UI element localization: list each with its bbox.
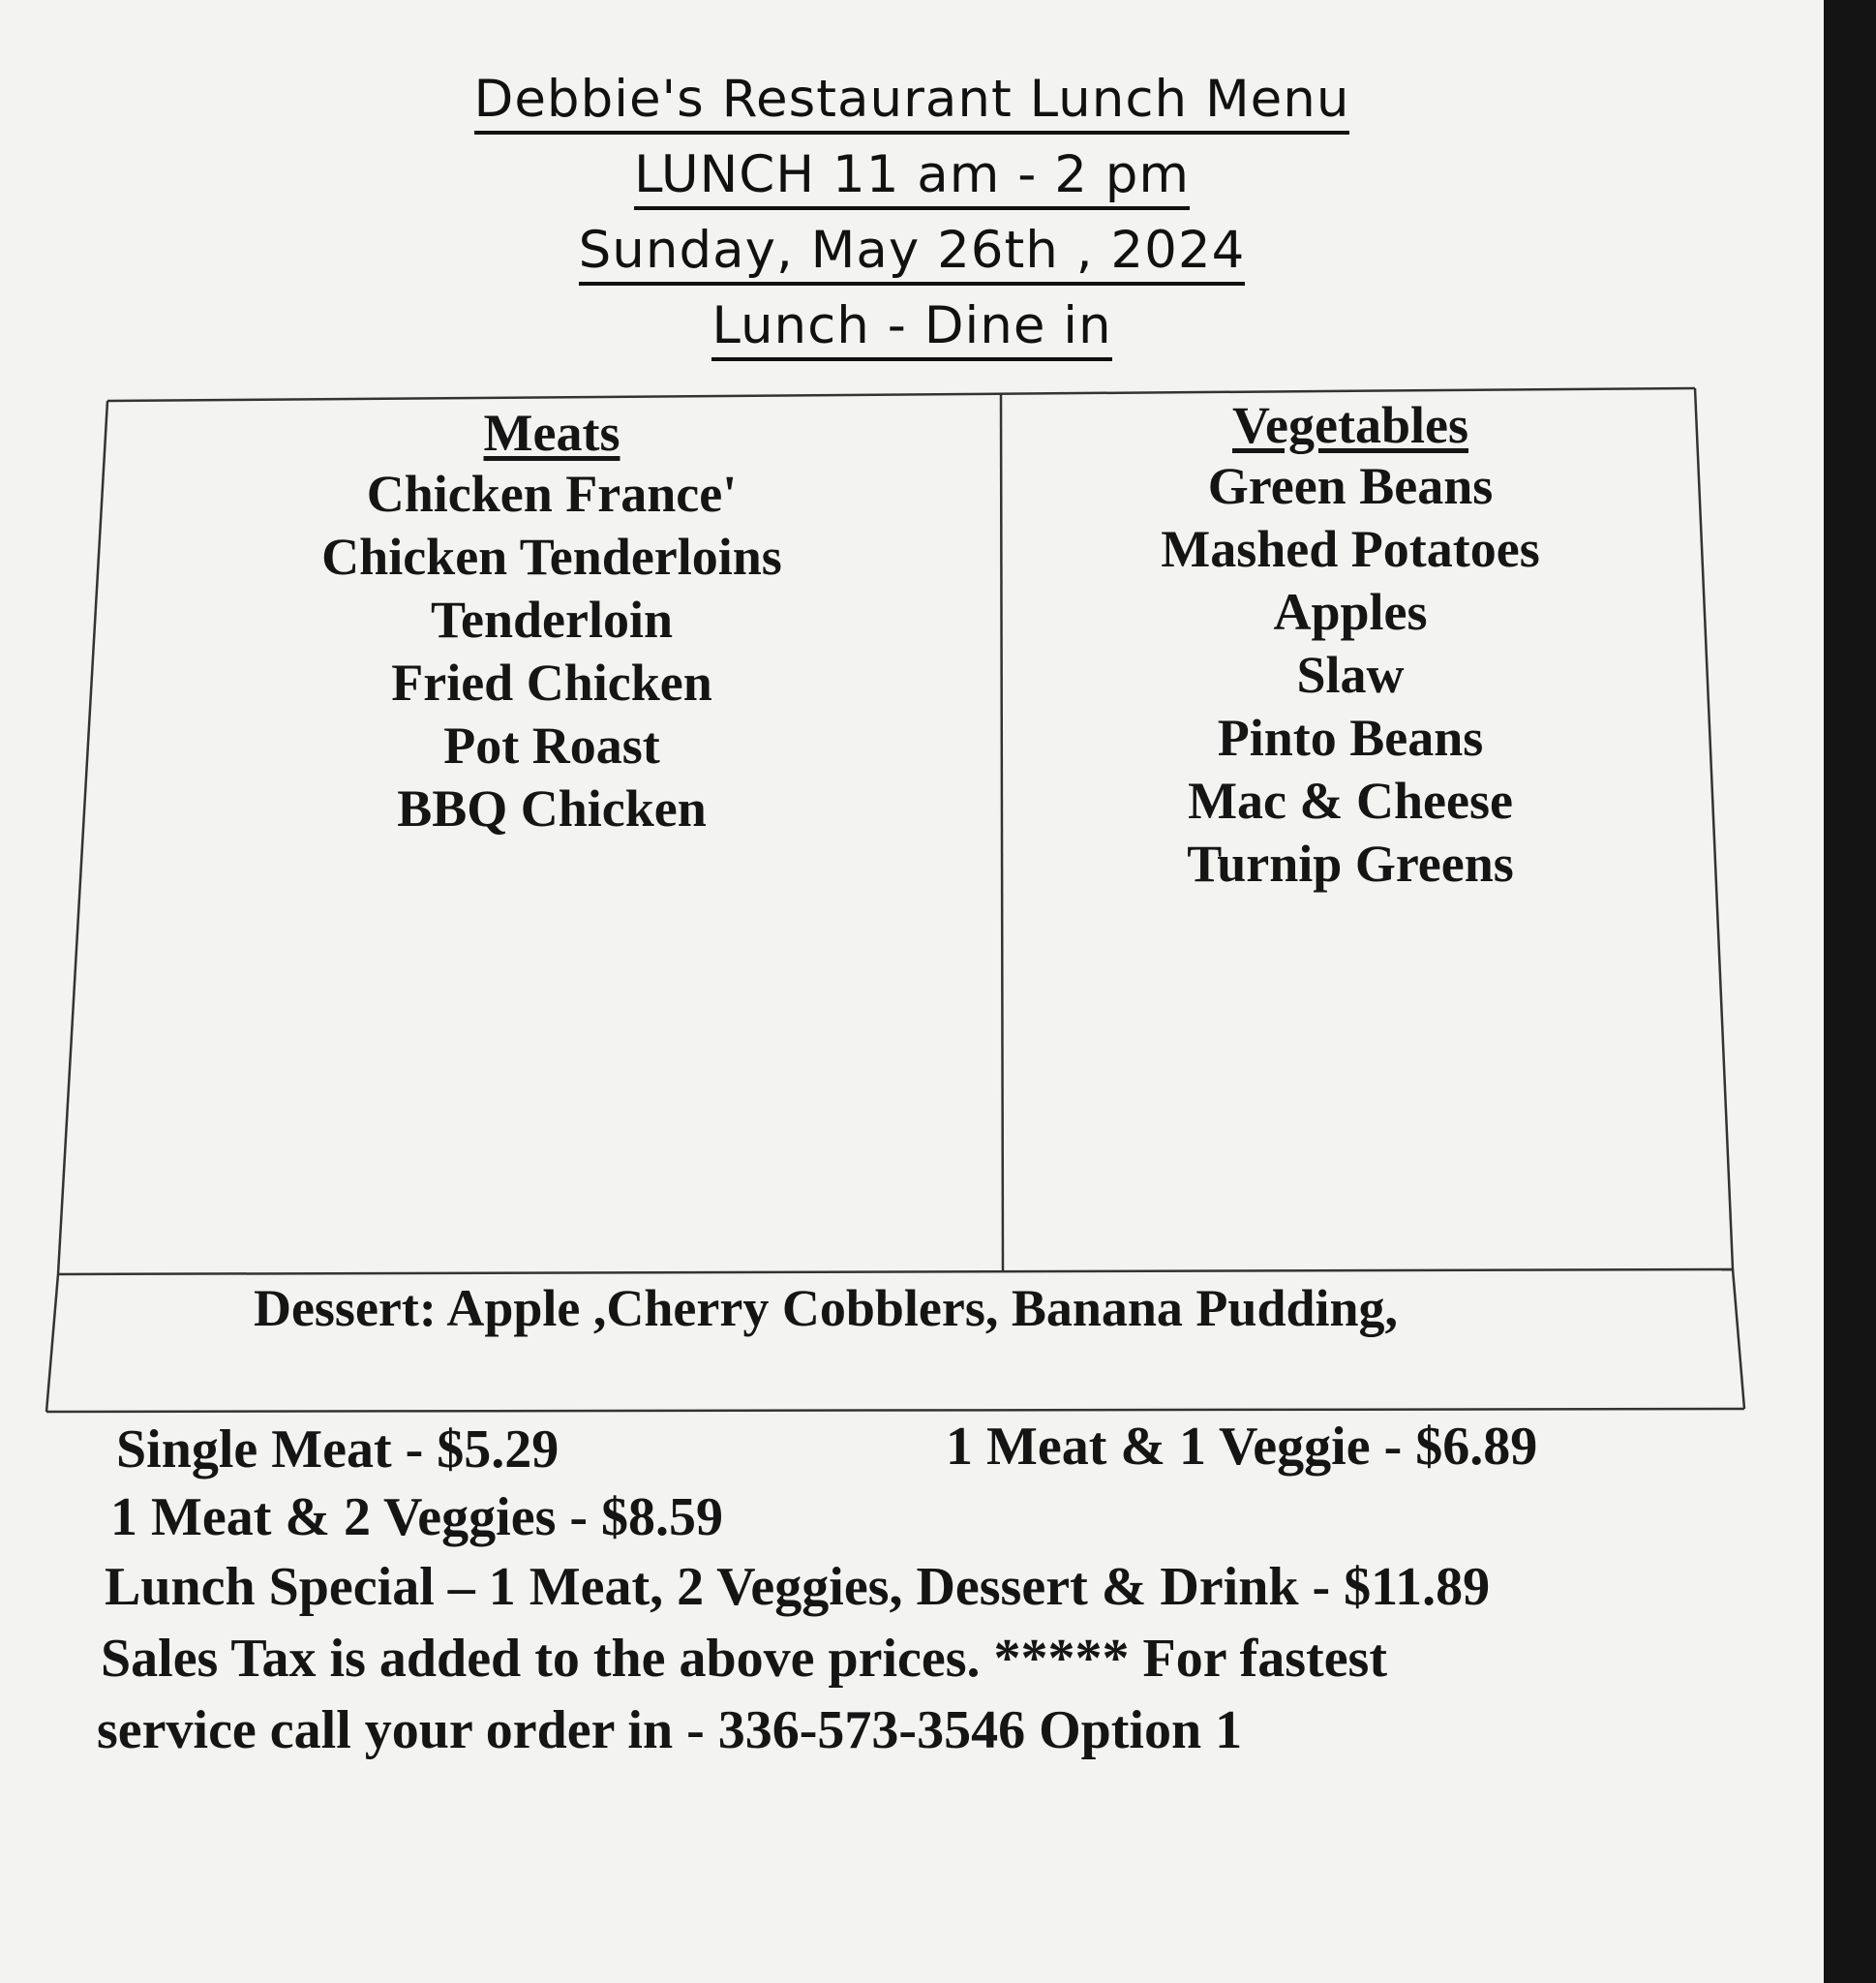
meat-item: BBQ Chicken — [397, 779, 707, 838]
background-edge — [1824, 0, 1876, 1983]
meat-item: Fried Chicken — [391, 654, 712, 712]
vegetable-item: Mac & Cheese — [1188, 772, 1513, 830]
price-single-meat: Single Meat - $5.29 — [116, 1419, 560, 1480]
meats-heading: Meats — [483, 404, 620, 462]
lunch-hours-text: LUNCH 11 am - 2 pm — [634, 145, 1190, 210]
vegetable-item: Turnip Greens — [1187, 835, 1514, 893]
sales-tax-note: Sales Tax is added to the above prices. ***** For fastest — [101, 1629, 1387, 1689]
menu-date-text: Sunday, May 26th , 2024 — [579, 221, 1246, 286]
meat-item: Chicken France' — [366, 465, 738, 523]
vegetables-heading: Vegetables — [1232, 396, 1468, 454]
meat-item: Pot Roast — [443, 717, 660, 775]
meat-item: Tenderloin — [430, 591, 674, 649]
call-order-note: service call your order in - 336-573-3546 Option 1 — [97, 1700, 1243, 1760]
vegetable-item: Pinto Beans — [1217, 709, 1484, 767]
vegetable-item: Apples — [1273, 583, 1428, 641]
price-one-meat-one-veggie: 1 Meat & 1 Veggie - $6.89 — [946, 1417, 1538, 1477]
price-lunch-special: Lunch Special – 1 Meat, 2 Veggies, Dessert & Drink - $11.89 — [105, 1557, 1491, 1617]
price-one-meat-two-veggies: 1 Meat & 2 Veggies - $8.59 — [110, 1487, 724, 1547]
dessert-line: Dessert: Apple ,Cherry Cobblers, Banana Pudding, — [253, 1279, 1399, 1337]
meats-column — [136, 403, 968, 840]
vegetable-item: Slaw — [1296, 646, 1405, 704]
vegetable-item: Green Beans — [1207, 457, 1494, 515]
menu-title-text: Debbie's Restaurant Lunch Menu — [474, 70, 1350, 135]
vegetable-item: Mashed Potatoes — [1161, 520, 1540, 578]
vegetables-column — [1016, 395, 1684, 896]
service-type-text: Lunch - Dine in — [711, 296, 1111, 361]
meat-item: Chicken Tenderloins — [321, 528, 782, 586]
